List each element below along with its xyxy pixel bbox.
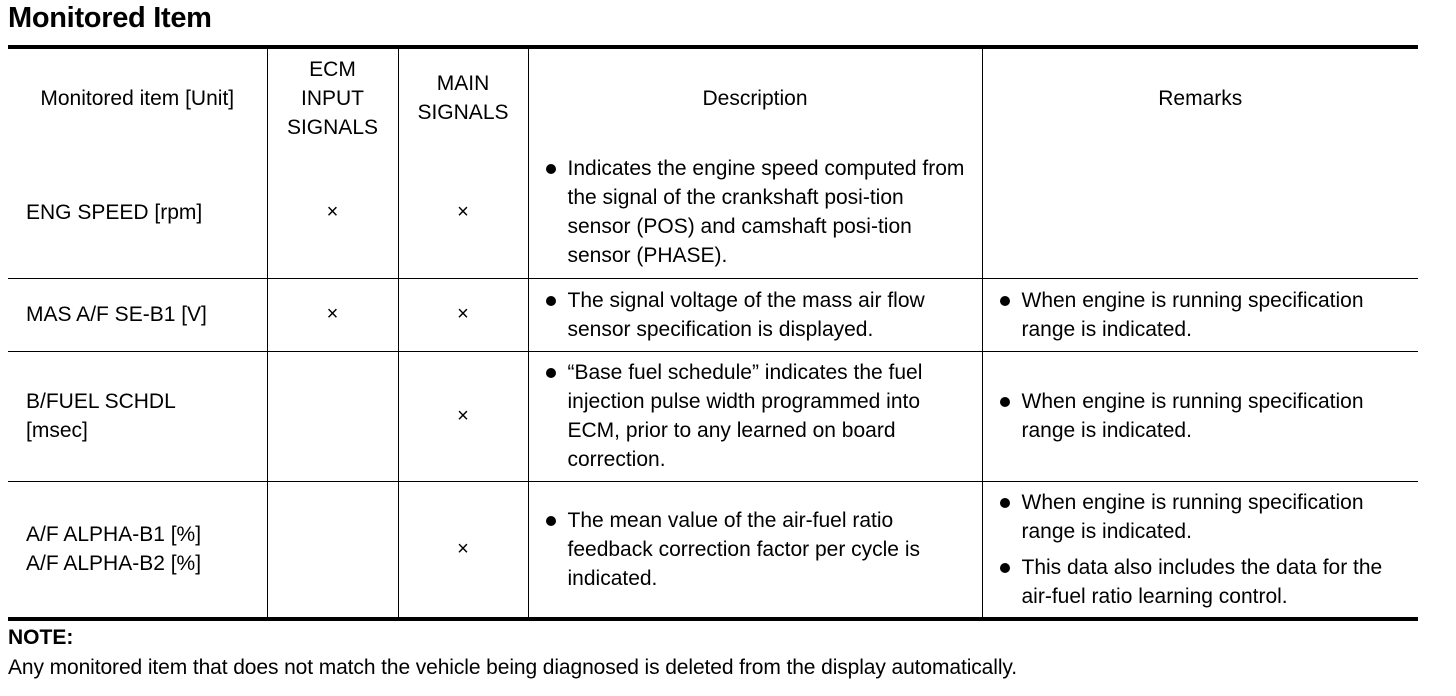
header-main-signals: MAIN SIGNALS: [398, 47, 528, 147]
note-label: NOTE:: [8, 626, 74, 649]
remarks-cell: [982, 481, 1418, 619]
header-monitored-item: Monitored item [Unit]: [8, 47, 267, 147]
remarks-cell: [982, 278, 1418, 351]
main-signal-mark: ×: [398, 481, 528, 619]
monitored-item-name: A/F ALPHA-B1 [%]: [26, 523, 202, 547]
page-title: Monitored Item: [8, 2, 212, 34]
monitored-item-cell: [8, 147, 267, 278]
table-row: [8, 481, 1418, 619]
table-row: [8, 278, 1418, 351]
table-row: [8, 351, 1418, 481]
ecm-input-mark: [267, 481, 398, 619]
description-bullet: “Base fuel schedule” indicates the fuel injection pulse width programmed into ECM, prior to any learned on board correction.: [543, 358, 968, 474]
main-signal-mark: ×: [398, 351, 528, 481]
description-cell: [528, 481, 982, 619]
main-signal-mark: ×: [398, 278, 528, 351]
header-remarks: Remarks: [982, 47, 1418, 147]
monitored-item-name: ENG SPEED [rpm]: [26, 200, 203, 224]
description-bullet: Indicates the engine speed computed from the signal of the crankshaft posi-tion sensor (POS) and camshaft posi-tion sensor (PHASE).: [543, 154, 968, 270]
description-cell: [528, 278, 982, 351]
remark-bullet: This data also includes the data for the air-fuel ratio learning control.: [997, 553, 1405, 611]
remarks-cell: [982, 351, 1418, 481]
main-signal-mark: ×: [398, 147, 528, 278]
remark-bullet: When engine is running specification range is indicated.: [997, 488, 1405, 546]
monitored-item-name: MAS A/F SE-B1 [V]: [26, 303, 207, 326]
description-bullet: The signal voltage of the mass air flow sensor specification is displayed.: [543, 286, 968, 344]
description-cell: [528, 351, 982, 481]
remark-bullet: When engine is running specification range is indicated.: [997, 286, 1405, 344]
ecm-input-mark: [267, 351, 398, 481]
monitored-item-cell: [8, 278, 267, 351]
monitored-item-cell: [8, 481, 267, 619]
description-cell: [528, 147, 982, 278]
header-description: Description: [528, 47, 982, 147]
table-header-row: [8, 47, 1418, 147]
ecm-input-mark: ×: [267, 278, 398, 351]
monitored-item-name: B/FUEL SCHDL: [26, 390, 176, 413]
header-ecm-input-signals: ECM INPUT SIGNALS: [267, 47, 398, 147]
description-bullet: The mean value of the air-fuel ratio feedback correction factor per cycle is indicated.: [543, 506, 968, 593]
monitored-item-table: [8, 45, 1418, 621]
ecm-input-mark: ×: [267, 147, 398, 278]
monitored-item-name: [msec]: [26, 419, 88, 442]
table-row: [8, 147, 1418, 278]
remark-bullet: When engine is running specification range is indicated.: [997, 387, 1405, 445]
note-text: Any monitored item that does not match the vehicle being diagnosed is deleted from the display automatically.: [8, 656, 1017, 679]
monitored-item-cell: [8, 351, 267, 481]
monitored-item-name: A/F ALPHA-B2 [%]: [26, 552, 202, 576]
remarks-cell: [982, 147, 1418, 278]
